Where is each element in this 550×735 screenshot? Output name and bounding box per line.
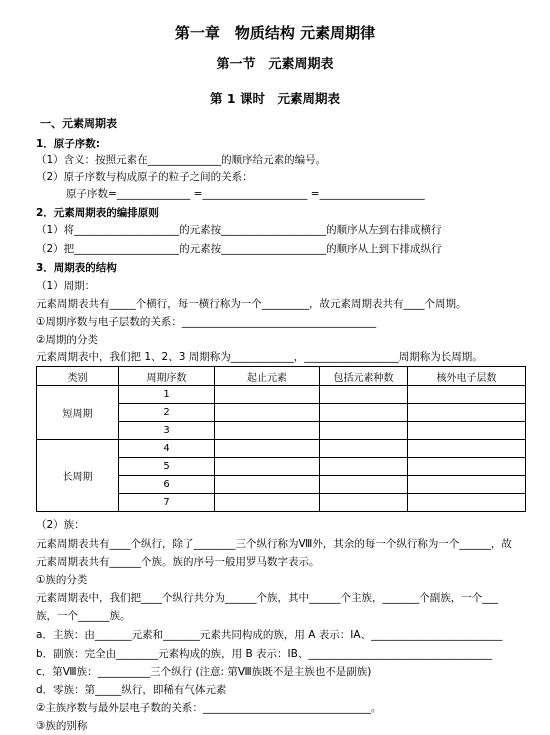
line-groups-intro: 元素周期表共有____个纵行，除了________三个纵行称为Ⅷ外，其余的每一个纵行称为一个______，故 bbox=[36, 538, 512, 550]
line-group-viii: c．第Ⅷ族：__________三个纵行 (注意: 第Ⅷ族既不是主族也不是副族) bbox=[36, 666, 372, 678]
line-main-group: a．主族：由_______元素和_______元素共同构成的族，用 A 表示：ⅠA、_________________________ bbox=[36, 629, 503, 641]
line-groups-label: （2）族： bbox=[36, 519, 85, 531]
line-columns-principle: （2）把____________________的元素按____________________的顺序从上到下排成纵行 bbox=[36, 243, 442, 255]
line-group-classification: ①族的分类 bbox=[36, 574, 88, 586]
line-periods-count: 元素周期表共有_____个横行，每一横行称为一个_________，故元素周期表共有____个周期。 bbox=[36, 298, 467, 310]
section-title: 第一节 元素周期表 bbox=[216, 57, 334, 72]
line-period-shell-relation: ①周期序数与电子层数的关系：_____________________________________ bbox=[36, 316, 377, 328]
period-number: 6 bbox=[119, 476, 215, 494]
line-periods-label: （1）周期： bbox=[36, 280, 96, 292]
heading-table-structure: 3．周期表的结构 bbox=[36, 262, 117, 274]
header-period-number: 周期序数 bbox=[119, 367, 215, 386]
period-number: 5 bbox=[119, 458, 215, 476]
heading-periodic-table: 一、元素周期表 bbox=[40, 117, 117, 130]
heading-atomic-number: 1．原子序数: bbox=[36, 138, 101, 150]
header-start-end-elements: 起止元素 bbox=[215, 367, 320, 386]
line-atomic-number-formula: 原子序数=______________ =____________________ =____________________ bbox=[66, 188, 425, 200]
line-rows-principle: （1）将____________________的元素按____________________的顺序从左到右排成横行 bbox=[36, 224, 442, 236]
period-number: 2 bbox=[119, 404, 215, 422]
line-group-division-cont: 族，一个______族。 bbox=[36, 610, 131, 622]
line-group-division: 元素周期表中，我们把____个纵行共分为______个族，其中______个主族，_______个副族，一个___ bbox=[36, 592, 498, 604]
period-table bbox=[36, 366, 526, 512]
line-period-classification: ②周期的分类 bbox=[36, 334, 98, 346]
period-number: 4 bbox=[119, 440, 215, 458]
header-element-count: 包括元素种数 bbox=[320, 367, 408, 386]
line-zero-group: d．零族：第_____纵行，即稀有气体元素 bbox=[36, 684, 227, 696]
line-group-aliases: ③族的别称 bbox=[36, 720, 88, 732]
header-category: 类别 bbox=[37, 367, 119, 386]
header-shell-count: 核外电子层数 bbox=[408, 367, 526, 386]
line-short-long-periods: 元素周期表中，我们把 1、2、3 周期称为____________，__________________周期称为长周期。 bbox=[36, 351, 483, 363]
period-number: 1 bbox=[119, 386, 215, 404]
group-label-long: 长周期 bbox=[37, 440, 119, 512]
heading-arrangement-principles: 2．元素周期表的编排原则 bbox=[36, 207, 159, 219]
lesson-title: 第 1 课时 元素周期表 bbox=[210, 91, 340, 106]
chapter-title: 第一章 物质结构 元素周期律 bbox=[174, 24, 376, 42]
line-atomic-number-meaning: （1）含义：按照元素在______________的顺序给元素的编号。 bbox=[36, 154, 327, 166]
line-atomic-number-relation: （2）原子序数与构成原子的粒子之间的关系： bbox=[36, 171, 253, 183]
group-label-short: 短周期 bbox=[37, 386, 119, 440]
line-main-group-electrons: ②主族序数与最外层电子数的关系：________________________________。 bbox=[36, 702, 382, 714]
period-number: 3 bbox=[119, 422, 215, 440]
line-groups-count: 元素周期表共有______个族。族的序号一般用罗马数字表示。 bbox=[36, 556, 320, 568]
period-number: 7 bbox=[119, 494, 215, 512]
line-sub-group: b．副族：完全由________元素构成的族，用 B 表示：ⅠB、___________________________________ bbox=[36, 648, 493, 660]
